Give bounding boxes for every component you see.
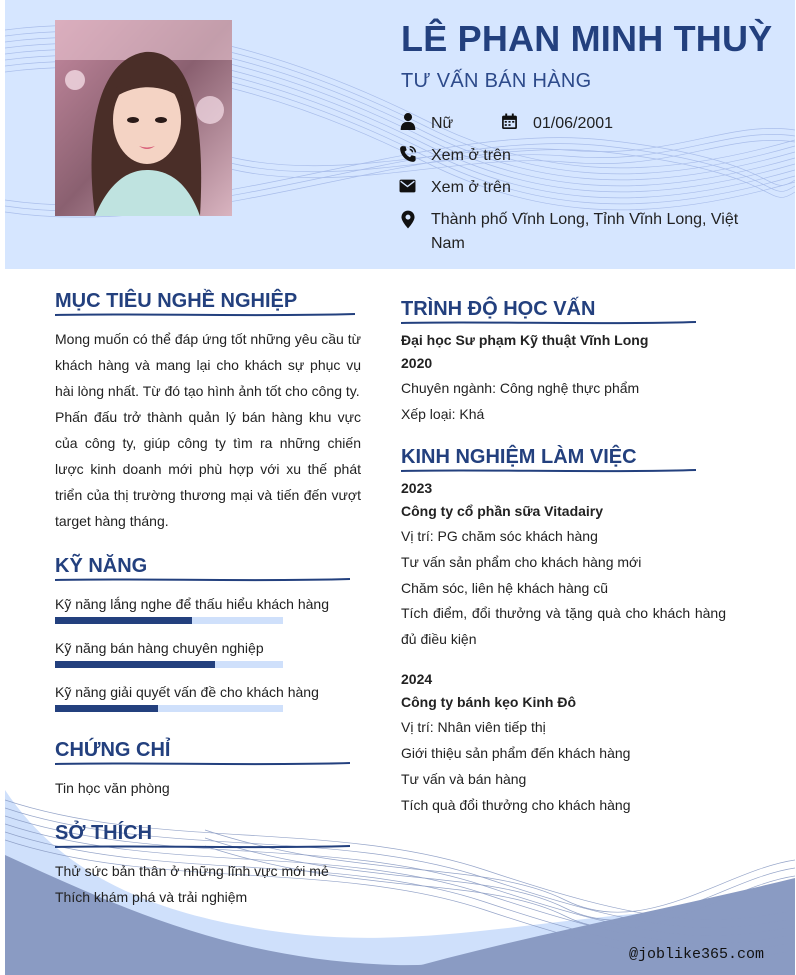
- education-grade: Xếp loại: Khá: [401, 406, 485, 422]
- education-school: Đại học Sư phạm Kỹ thuật Vĩnh Long: [401, 332, 649, 348]
- skill-bar-fill: [55, 617, 192, 624]
- education-year: 2020: [401, 355, 433, 371]
- phone-icon: [399, 145, 417, 163]
- job-duty: Tích quà đổi thưởng cho khách hàng: [401, 797, 631, 813]
- job-duty: Chăm sóc, liên hệ khách hàng cũ: [401, 580, 609, 596]
- envelope-icon: [399, 178, 416, 194]
- skills-heading: KỸ NĂNG: [55, 555, 148, 577]
- skill-label: Kỹ năng lắng nghe để thấu hiểu khách hàng: [55, 596, 330, 612]
- objective-text: Mong muốn có thể đáp ứng tốt những yêu cầu từ khách hàng và mang lại cho khách sự phục vụ hài lòng nhất. Từ đó tạo hình ảnh tốt cho công ty.: [55, 331, 361, 399]
- hobbies-heading: SỞ THÍCH: [55, 822, 153, 844]
- certificate-item: Tin học văn phòng: [55, 780, 170, 796]
- candidate-name: LÊ PHAN MINH THUỲ: [401, 18, 773, 59]
- calendar-icon: [501, 113, 518, 130]
- job-title: TƯ VẤN BÁN HÀNG: [401, 70, 592, 92]
- education-heading-underline: [401, 320, 696, 326]
- job-duty: Tư vấn sản phẩm cho khách hàng mới: [401, 554, 642, 570]
- objective-text-2: Phấn đấu trở thành quản lý bán hàng khu vực của công ty, giúp công ty tìm ra những chiến lược kinh doanh mới phù hợp với xu thế phát triển của thị trường thương mại và tiến đến vượt target hàng tháng.: [55, 409, 361, 529]
- profile-photo: [55, 20, 232, 216]
- cv-page: [5, 0, 795, 975]
- job-position: Vị trí: PG chăm sóc khách hàng: [401, 528, 598, 544]
- certificates-heading: CHỨNG CHỈ: [55, 739, 171, 761]
- job-year: 2024: [401, 671, 433, 687]
- education-major: Chuyên ngành: Công nghệ thực phẩm: [401, 380, 640, 396]
- skill-bar: [55, 617, 283, 624]
- cv-header: [5, 0, 795, 269]
- certificates-heading-underline: [55, 761, 350, 767]
- watermark: @joblike365.com: [629, 946, 765, 963]
- job-position: Vị trí: Nhân viên tiếp thị: [401, 719, 546, 735]
- experience-heading-underline: [401, 468, 696, 474]
- phone-value: Xem ở trên: [431, 147, 511, 164]
- skill-label: Kỹ năng bán hàng chuyên nghiệp: [55, 640, 264, 656]
- objective-heading-underline: [55, 312, 355, 318]
- education-heading: TRÌNH ĐỘ HỌC VẤN: [401, 298, 596, 320]
- experience-heading: KINH NGHIỆM LÀM VIỆC: [401, 446, 637, 468]
- address-value: Thành phố Vĩnh Long, Tỉnh Vĩnh Long, Việt Nam: [431, 211, 739, 252]
- user-icon: [399, 112, 417, 130]
- hobby-item: Thử sức bản thân ở những lĩnh vực mới mẻ: [55, 863, 329, 879]
- job-duty: Giới thiệu sản phẩm đến khách hàng: [401, 745, 631, 761]
- hobby-item: Thích khám phá và trải nghiệm: [55, 889, 248, 905]
- location-pin-icon: [400, 210, 416, 229]
- job-company: Công ty cổ phần sữa Vitadairy: [401, 503, 604, 519]
- skill-bar: [55, 661, 283, 668]
- skill-bar-fill: [55, 661, 215, 668]
- objective-heading: MỤC TIÊU NGHỀ NGHIỆP: [55, 290, 298, 312]
- job-company: Công ty bánh kẹo Kinh Đô: [401, 694, 576, 710]
- skill-bar: [55, 705, 283, 712]
- skills-heading-underline: [55, 577, 350, 583]
- job-duty: Tư vấn và bán hàng: [401, 771, 527, 787]
- skill-bar-fill: [55, 705, 158, 712]
- job-duty: Tích điểm, đổi thưởng và tặng quà cho khách hàng đủ điều kiện: [401, 605, 726, 647]
- birthdate-value: 01/06/2001: [533, 115, 614, 132]
- gender-value: Nữ: [431, 115, 454, 132]
- job-year: 2023: [401, 480, 433, 496]
- hobbies-heading-underline: [55, 844, 350, 850]
- email-value: Xem ở trên: [431, 179, 511, 196]
- skill-label: Kỹ năng giải quyết vấn đề cho khách hàng: [55, 684, 319, 700]
